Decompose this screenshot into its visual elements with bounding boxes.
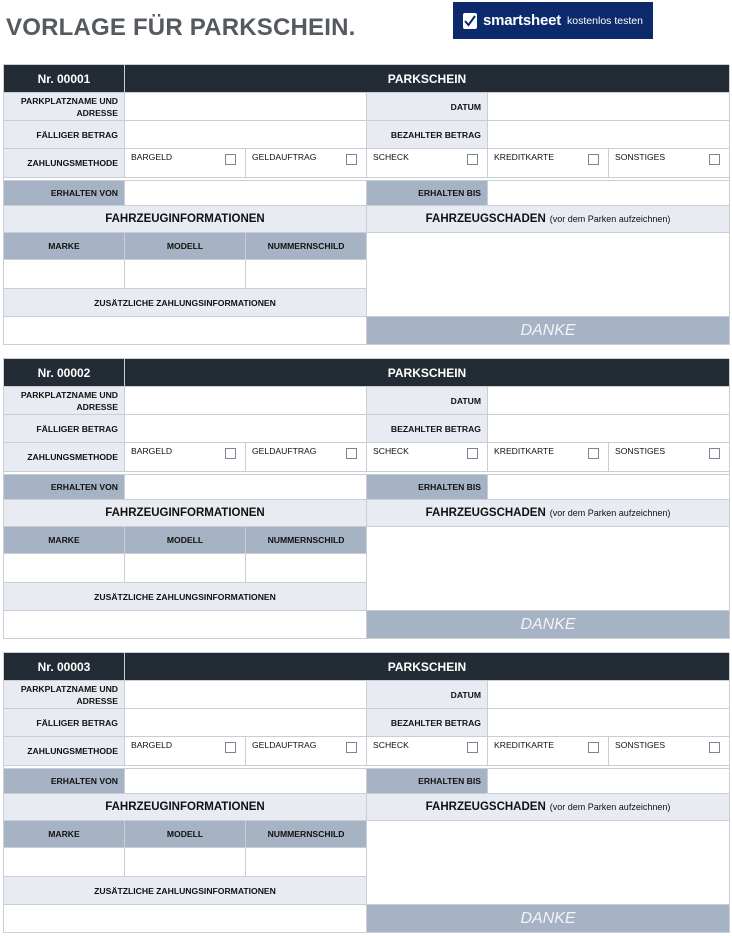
bezahlter-betrag-field[interactable] [488,121,730,149]
label-datum: DATUM [367,387,488,415]
payment-option[interactable] [609,737,730,766]
banner-cta: kostenlos testen [567,14,643,27]
label-zusaetzliche-zahlungsinformationen: ZUSÄTZLICHE ZAHLUNGSINFORMATIONEN [4,877,367,905]
payment-checkbox[interactable] [225,448,236,459]
faelliger-betrag-field[interactable] [125,709,367,737]
payment-checkbox[interactable] [346,742,357,753]
payment-checkbox[interactable] [709,742,720,753]
section-fahrzeugschaden-title: FAHRZEUGSCHADEN [425,213,546,225]
erhalten-von-field[interactable] [125,769,367,794]
banner-brand: smartsheet [483,12,562,29]
datum-field[interactable] [488,387,730,415]
label-zusaetzliche-zahlungsinformationen: ZUSÄTZLICHE ZAHLUNGSINFORMATIONEN [4,289,367,317]
payment-checkbox[interactable] [588,742,599,753]
section-fahrzeugschaden-note: (vor dem Parken aufzeichnen) [549,508,671,518]
payment-checkbox[interactable] [225,742,236,753]
payment-option[interactable] [125,737,246,766]
payment-checkbox[interactable] [588,154,599,165]
payment-option-label: SCHECK [373,446,409,456]
payment-option-label: SONSTIGES [615,152,666,162]
faelliger-betrag-field[interactable] [125,415,367,443]
payment-option-label: BARGELD [131,740,173,750]
column-nummernschild: NUMMERNSCHILD [246,821,367,848]
payment-option-label: SCHECK [373,152,409,162]
label-zusaetzliche-zahlungsinformationen: ZUSÄTZLICHE ZAHLUNGSINFORMATIONEN [4,583,367,611]
nummernschild-field[interactable] [246,554,367,583]
ticket-heading: PARKSCHEIN [125,65,730,93]
payment-option[interactable] [488,737,609,766]
payment-checkbox[interactable] [346,154,357,165]
payment-option-label: GELDAUFTRAG [252,152,317,162]
payment-option[interactable] [609,443,730,472]
erhalten-bis-field[interactable] [488,475,730,500]
payment-option-label: KREDITKARTE [494,152,555,162]
column-nummernschild: NUMMERNSCHILD [246,527,367,554]
payment-option[interactable] [246,149,367,178]
payment-checkbox[interactable] [588,448,599,459]
payment-option[interactable] [488,149,609,178]
payment-checkbox[interactable] [467,448,478,459]
ticket-number: Nr. 00003 [4,653,125,681]
label-faelliger-betrag: FÄLLIGER BETRAG [4,121,125,149]
label-erhalten-von: ERHALTEN VON [4,769,125,794]
smartsheet-logo-icon [463,13,477,29]
fahrzeugschaden-field[interactable] [367,233,730,317]
label-parkplatz: PARKPLATZNAME UND ADRESSE [4,387,125,415]
fahrzeugschaden-field[interactable] [367,527,730,611]
marke-field[interactable] [4,848,125,877]
danke-banner: DANKE [367,317,730,345]
label-erhalten-bis: ERHALTEN BIS [367,181,488,206]
label-faelliger-betrag: FÄLLIGER BETRAG [4,709,125,737]
label-erhalten-bis: ERHALTEN BIS [367,769,488,794]
payment-option[interactable] [367,443,488,472]
marke-field[interactable] [4,260,125,289]
label-parkplatz: PARKPLATZNAME UND ADRESSE [4,681,125,709]
label-datum: DATUM [367,93,488,121]
payment-option-label: SONSTIGES [615,740,666,750]
zusaetzliche-zahlungsinformationen-field[interactable] [4,611,367,639]
erhalten-von-field[interactable] [125,181,367,206]
section-fahrzeuginformationen: FAHRZEUGINFORMATIONEN [4,794,367,821]
payment-option-label: KREDITKARTE [494,740,555,750]
payment-checkbox[interactable] [346,448,357,459]
payment-option-label: BARGELD [131,446,173,456]
payment-option-label: GELDAUFTRAG [252,446,317,456]
label-zahlungsmethode: ZAHLUNGSMETHODE [4,737,125,766]
label-zahlungsmethode: ZAHLUNGSMETHODE [4,443,125,472]
payment-checkbox[interactable] [225,154,236,165]
marke-field[interactable] [4,554,125,583]
parking-ticket [3,64,729,345]
section-fahrzeugschaden [367,206,730,233]
column-marke: MARKE [4,233,125,260]
ticket-number: Nr. 00001 [4,65,125,93]
payment-checkbox[interactable] [467,154,478,165]
label-faelliger-betrag: FÄLLIGER BETRAG [4,415,125,443]
ticket-heading: PARKSCHEIN [125,653,730,681]
payment-option-label: SONSTIGES [615,446,666,456]
section-fahrzeugschaden [367,794,730,821]
modell-field[interactable] [125,848,246,877]
fahrzeugschaden-field[interactable] [367,821,730,905]
bezahlter-betrag-field[interactable] [488,415,730,443]
faelliger-betrag-field[interactable] [125,121,367,149]
ticket-number: Nr. 00002 [4,359,125,387]
payment-option-label: SCHECK [373,740,409,750]
section-fahrzeugschaden-title: FAHRZEUGSCHADEN [425,507,546,519]
payment-checkbox[interactable] [709,154,720,165]
payment-option-label: KREDITKARTE [494,446,555,456]
smartsheet-banner[interactable] [453,2,653,39]
payment-option[interactable] [125,149,246,178]
section-fahrzeugschaden-note: (vor dem Parken aufzeichnen) [549,802,671,812]
payment-checkbox[interactable] [709,448,720,459]
erhalten-bis-field[interactable] [488,769,730,794]
column-modell: MODELL [125,527,246,554]
parkplatz-field[interactable] [125,387,367,415]
payment-option[interactable] [246,737,367,766]
payment-option-label: BARGELD [131,152,173,162]
datum-field[interactable] [488,681,730,709]
column-marke: MARKE [4,821,125,848]
column-modell: MODELL [125,821,246,848]
section-fahrzeugschaden-note: (vor dem Parken aufzeichnen) [549,214,671,224]
label-datum: DATUM [367,681,488,709]
label-erhalten-von: ERHALTEN VON [4,475,125,500]
modell-field[interactable] [125,554,246,583]
ticket-heading: PARKSCHEIN [125,359,730,387]
label-bezahlter-betrag: BEZAHLTER BETRAG [367,709,488,737]
payment-option[interactable] [246,443,367,472]
column-modell: MODELL [125,233,246,260]
label-erhalten-bis: ERHALTEN BIS [367,475,488,500]
label-parkplatz: PARKPLATZNAME UND ADRESSE [4,93,125,121]
section-fahrzeugschaden-title: FAHRZEUGSCHADEN [425,801,546,813]
page-title: VORLAGE FÜR PARKSCHEIN. [6,14,356,41]
column-nummernschild: NUMMERNSCHILD [246,233,367,260]
payment-checkbox[interactable] [467,742,478,753]
payment-option[interactable] [125,443,246,472]
nummernschild-field[interactable] [246,848,367,877]
section-fahrzeuginformationen: FAHRZEUGINFORMATIONEN [4,206,367,233]
zusaetzliche-zahlungsinformationen-field[interactable] [4,905,367,933]
modell-field[interactable] [125,260,246,289]
erhalten-von-field[interactable] [125,475,367,500]
payment-option[interactable] [367,149,488,178]
column-marke: MARKE [4,527,125,554]
danke-banner: DANKE [367,905,730,933]
zusaetzliche-zahlungsinformationen-field[interactable] [4,317,367,345]
bezahlter-betrag-field[interactable] [488,709,730,737]
section-fahrzeuginformationen: FAHRZEUGINFORMATIONEN [4,500,367,527]
erhalten-bis-field[interactable] [488,181,730,206]
parking-ticket [3,652,729,933]
label-zahlungsmethode: ZAHLUNGSMETHODE [4,149,125,178]
label-bezahlter-betrag: BEZAHLTER BETRAG [367,121,488,149]
parking-ticket [3,358,729,639]
payment-option[interactable] [609,149,730,178]
danke-banner: DANKE [367,611,730,639]
label-erhalten-von: ERHALTEN VON [4,181,125,206]
parkplatz-field[interactable] [125,681,367,709]
datum-field[interactable] [488,93,730,121]
parkplatz-field[interactable] [125,93,367,121]
section-fahrzeugschaden [367,500,730,527]
nummernschild-field[interactable] [246,260,367,289]
payment-option[interactable] [367,737,488,766]
label-bezahlter-betrag: BEZAHLTER BETRAG [367,415,488,443]
payment-option-label: GELDAUFTRAG [252,740,317,750]
payment-option[interactable] [488,443,609,472]
